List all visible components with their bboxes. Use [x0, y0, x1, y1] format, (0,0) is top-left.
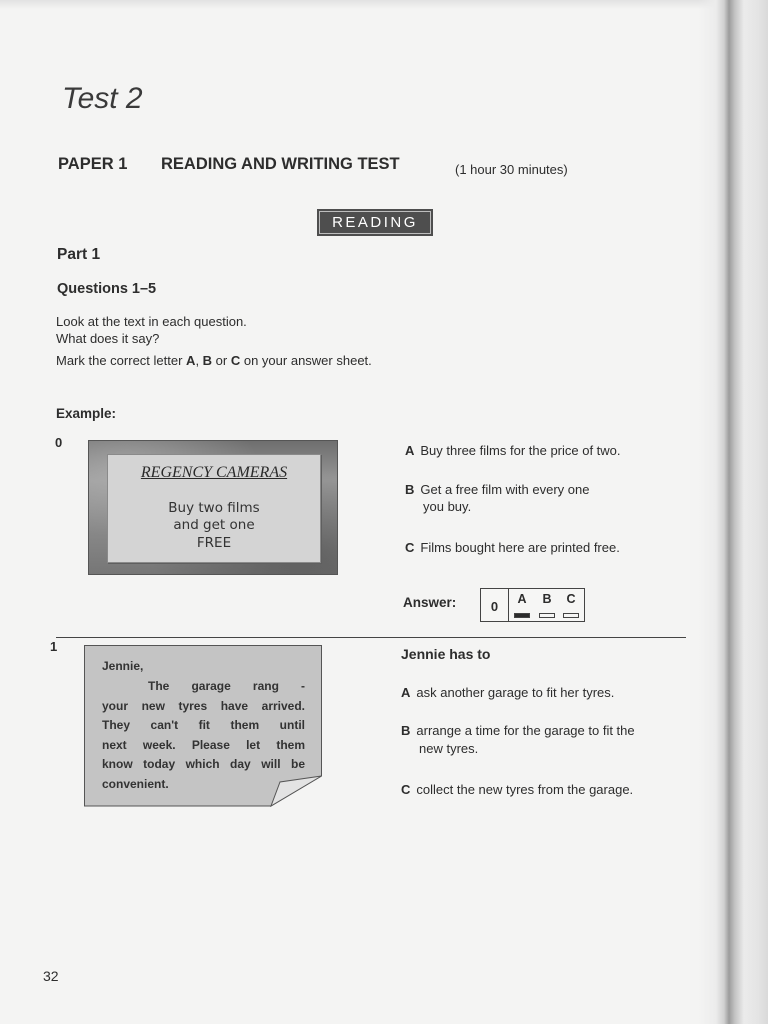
note-line: know today which day will be: [102, 757, 305, 771]
example-number: 0: [55, 435, 63, 450]
sign-line: and get one: [173, 517, 255, 533]
question-option-c: [401, 782, 633, 797]
answer-grid: [480, 588, 585, 622]
example-option-c: [405, 540, 620, 555]
answer-bubble-c: [563, 613, 579, 618]
example-option-b: [405, 482, 589, 497]
note-line: your new tyres have arrived.: [102, 698, 305, 713]
question-number: 1: [50, 639, 58, 654]
answer-bubble-b: [539, 613, 555, 618]
answer-letter-c: C: [566, 592, 576, 606]
test-title: Test 2: [62, 82, 143, 115]
note-text: [102, 656, 305, 794]
sign-heading: REGENCY CAMERAS: [140, 464, 288, 481]
example-label: Example:: [56, 406, 117, 421]
option-letter: B: [401, 723, 411, 738]
section-badge: READING: [317, 209, 433, 236]
mark-instruction-text: on your answer sheet.: [240, 353, 372, 368]
option-text: Films bought here are printed free.: [420, 540, 620, 555]
sign-line: FREE: [196, 535, 232, 551]
paper-label: PAPER 1: [58, 155, 128, 173]
question-stem: Jennie has to: [401, 646, 491, 662]
option-text: Get a free film with every one: [420, 482, 590, 497]
instruction-line: Look at the text in each question.: [56, 314, 247, 329]
answer-label: Answer:: [403, 595, 457, 610]
answer-bubble-a: [514, 613, 530, 618]
note-line: next week. Please let them: [102, 737, 305, 752]
answer-number: 0: [481, 589, 509, 621]
section-divider: [56, 637, 686, 638]
option-text: collect the new tyres from the garage.: [416, 782, 634, 797]
paper-title: READING AND WRITING TEST: [161, 155, 400, 173]
letter-c: C: [230, 353, 241, 368]
page-number: 32: [43, 968, 59, 984]
letter-b: B: [202, 353, 213, 368]
shop-sign-photo: [88, 440, 338, 575]
questions-heading: Questions 1–5: [57, 281, 157, 297]
handwritten-note: [84, 645, 324, 807]
mark-instruction: [56, 353, 372, 368]
note-salutation: Jennie,: [102, 659, 144, 673]
question-option-b: [401, 723, 635, 738]
option-text: arrange a time for the garage to fit the: [416, 723, 635, 738]
part-heading: Part 1: [57, 246, 101, 263]
note-line: They can't fit them until: [102, 718, 305, 732]
example-option-a: [405, 443, 621, 458]
question-option-b-continued: new tyres.: [419, 741, 479, 756]
mark-instruction-text: Mark the correct letter: [56, 353, 187, 368]
option-letter: B: [405, 482, 415, 497]
mark-instruction-text: or: [212, 353, 231, 368]
option-letter: C: [401, 782, 411, 797]
instruction-line: What does it say?: [56, 331, 160, 346]
book-binding-shadow: [698, 0, 768, 1024]
sign-card: [107, 454, 321, 563]
note-line: convenient.: [102, 776, 169, 791]
note-line: The garage rang -: [148, 679, 305, 693]
option-text: ask another garage to fit her tyres.: [416, 685, 615, 700]
paper-duration: (1 hour 30 minutes): [455, 162, 568, 177]
mark-instruction-text: ,: [195, 353, 203, 368]
option-letter: A: [405, 443, 415, 458]
question-option-a: [401, 685, 614, 700]
option-text: Buy three films for the price of two.: [420, 443, 621, 458]
answer-letter-b: B: [542, 592, 552, 606]
example-option-b-continued: you buy.: [423, 499, 472, 514]
option-letter: A: [401, 685, 411, 700]
letter-a: A: [186, 353, 196, 368]
scan-top-shadow: [0, 0, 768, 9]
answer-letter-a: A: [517, 592, 527, 606]
option-letter: C: [405, 540, 415, 555]
sign-line: Buy two films: [168, 500, 260, 516]
